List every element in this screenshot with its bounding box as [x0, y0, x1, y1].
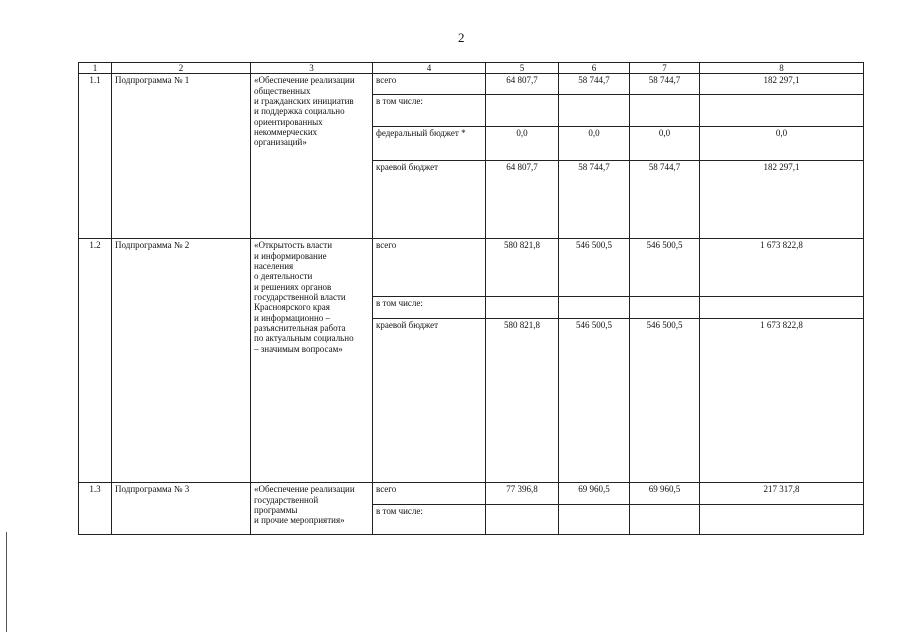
value-col-7: 58 744,7: [630, 161, 700, 239]
table-row: [79, 239, 864, 297]
header-cell: 2: [112, 63, 251, 74]
header-cell: 8: [700, 63, 864, 74]
value-col-5: 64 807,7: [486, 74, 559, 95]
section-number: 1.2: [79, 239, 112, 483]
scan-edge-mark: [6, 532, 7, 632]
budget-table: [78, 62, 864, 535]
value-col-6: [559, 95, 630, 127]
value-col-7: 69 960,5: [630, 483, 700, 505]
funding-source-label: в том числе:: [373, 297, 486, 319]
value-col-8: 182 297,1: [700, 74, 864, 95]
value-col-6: 546 500,5: [559, 319, 630, 483]
value-col-5: 0,0: [486, 127, 559, 161]
section-number: 1.3: [79, 483, 112, 535]
value-col-5: [486, 95, 559, 127]
value-col-8: 1 673 822,8: [700, 319, 864, 483]
subprogram-description: «Обеспечение реализации государственной программы и прочие мероприятия»: [251, 483, 373, 535]
subprogram-name: Подпрограмма № 3: [112, 483, 251, 535]
value-col-7: [630, 505, 700, 535]
funding-source-label: всего: [373, 239, 486, 297]
value-col-8: [700, 297, 864, 319]
funding-source-label: краевой бюджет: [373, 319, 486, 483]
value-col-5: [486, 297, 559, 319]
funding-source-label: краевой бюджет: [373, 161, 486, 239]
value-col-7: 546 500,5: [630, 239, 700, 297]
value-col-8: 217 317,8: [700, 483, 864, 505]
value-col-6: 58 744,7: [559, 74, 630, 95]
value-col-5: 580 821,8: [486, 319, 559, 483]
table-row: [79, 483, 864, 505]
header-cell: 3: [251, 63, 373, 74]
value-col-8: [700, 95, 864, 127]
value-col-7: 0,0: [630, 127, 700, 161]
header-cell: 6: [559, 63, 630, 74]
header-cell: 1: [79, 63, 112, 74]
subprogram-name: Подпрограмма № 1: [112, 74, 251, 239]
value-col-5: 64 807,7: [486, 161, 559, 239]
funding-source-label: в том числе:: [373, 505, 486, 535]
value-col-5: 580 821,8: [486, 239, 559, 297]
value-col-8: 1 673 822,8: [700, 239, 864, 297]
value-col-6: 546 500,5: [559, 239, 630, 297]
section-number: 1.1: [79, 74, 112, 239]
value-col-7: [630, 95, 700, 127]
value-col-6: 58 744,7: [559, 161, 630, 239]
value-col-5: 77 396,8: [486, 483, 559, 505]
value-col-6: [559, 297, 630, 319]
value-col-7: 58 744,7: [630, 74, 700, 95]
value-col-6: 69 960,5: [559, 483, 630, 505]
table-row: [79, 74, 864, 95]
subprogram-description: «Обеспечение реализации общественных и гражданских инициатив и поддержка социально ориентированных некоммерческих организаций»: [251, 74, 373, 239]
value-col-8: 182 297,1: [700, 161, 864, 239]
header-row: [79, 63, 864, 74]
page-number: 2: [458, 30, 465, 45]
value-col-6: 0,0: [559, 127, 630, 161]
value-col-8: [700, 505, 864, 535]
header-cell: 5: [486, 63, 559, 74]
subprogram-name: Подпрограмма № 2: [112, 239, 251, 483]
header-cell: 7: [630, 63, 700, 74]
value-col-8: 0,0: [700, 127, 864, 161]
funding-source-label: всего: [373, 74, 486, 95]
value-col-6: [559, 505, 630, 535]
value-col-5: [486, 505, 559, 535]
subprogram-description: «Открытость власти и информирование населения о деятельности и решениях органов государственной власти Красноярского края и информационно – разъяснительная работа по актуальным социально – значимым вопросам»: [251, 239, 373, 483]
funding-source-label: федеральный бюджет *: [373, 127, 486, 161]
funding-source-label: всего: [373, 483, 486, 505]
header-cell: 4: [373, 63, 486, 74]
value-col-7: 546 500,5: [630, 319, 700, 483]
value-col-7: [630, 297, 700, 319]
funding-source-label: в том числе:: [373, 95, 486, 127]
